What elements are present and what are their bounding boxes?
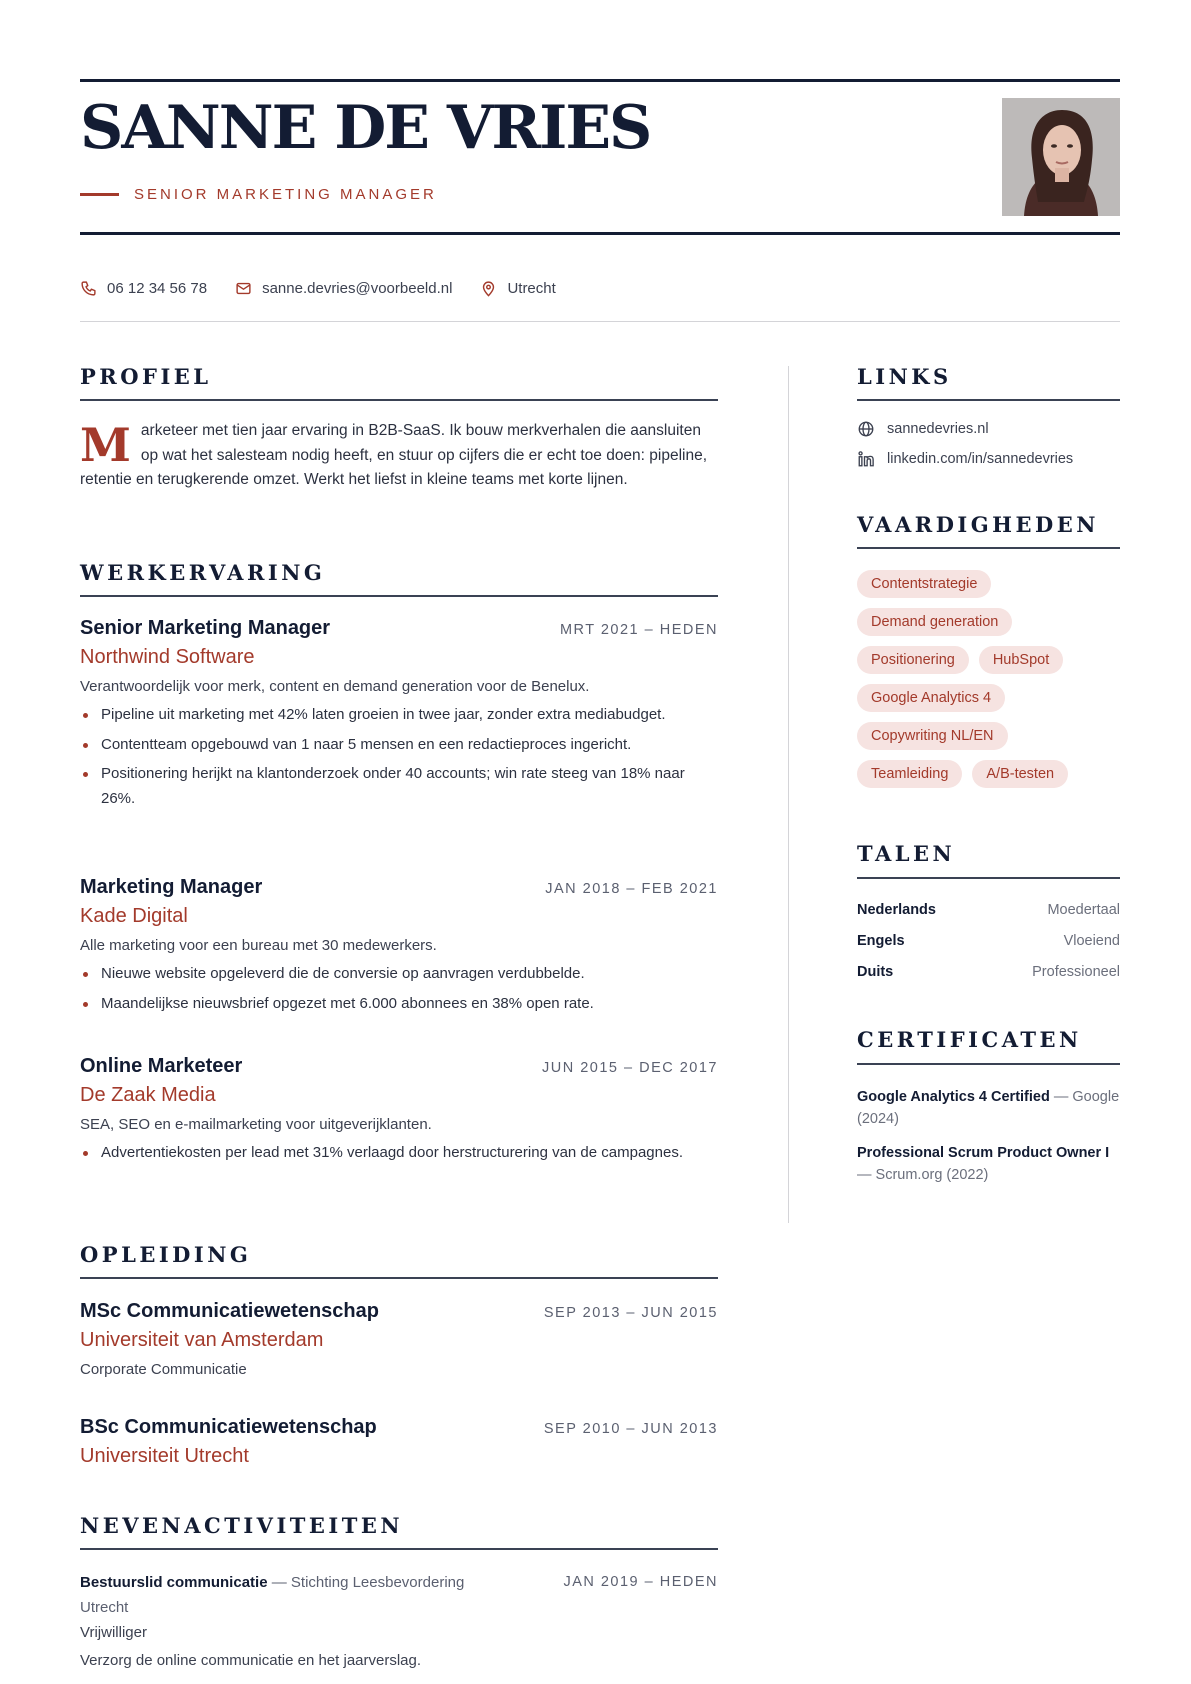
activity-role: Bestuurslid communicatie <box>80 1574 268 1591</box>
header-bottom-rule <box>80 232 1120 235</box>
section-rule-activities <box>80 1548 718 1550</box>
job-date: JAN 2018 – FEB 2021 <box>545 881 718 897</box>
header-top-rule <box>80 79 1120 82</box>
certificates-list <box>857 1086 1120 1196</box>
contact-email[interactable] <box>235 280 452 297</box>
location-text: Utrecht <box>507 280 556 297</box>
job-date: JUN 2015 – DEC 2017 <box>542 1060 718 1076</box>
section-rule-education <box>80 1277 718 1279</box>
column-divider <box>788 366 789 1223</box>
activity-description: Verzorg de online communicatie en het jaarverslag. <box>80 1652 422 1669</box>
map-pin-icon <box>480 280 497 297</box>
certificate-item <box>857 1086 1120 1130</box>
job-title: Senior Marketing Manager <box>80 617 331 639</box>
section-rule-certificates <box>857 1063 1120 1065</box>
skill-chip: Copywriting NL/EN <box>857 722 1008 750</box>
certificate-name: Google Analytics 4 Certified <box>857 1089 1050 1105</box>
education-institution: Universiteit van Amsterdam <box>80 1329 324 1351</box>
email-address: sanne.devries@voorbeeld.nl <box>262 280 453 297</box>
job-bullets <box>80 703 718 811</box>
link-label: sannedevries.nl <box>887 421 989 437</box>
contact-bar <box>80 280 584 297</box>
job-company: Northwind Software <box>80 646 255 668</box>
language-level: Professioneel <box>1032 964 1120 980</box>
certificate-issuer: — Scrum.org (2022) <box>857 1167 989 1183</box>
language-name: Duits <box>857 964 894 980</box>
profile-text: arketeer met tien jaar ervaring in B2B-SaaS. Ik bouw merkverhalen die aansluiten op wat het salesteam nodig heeft, en stuur op cijfers die er echt toe doen: pipeline, retentie en terugkerende omzet. Werkt het liefst in kleine teams met korte lijnen. <box>80 422 708 488</box>
section-rule-profile <box>80 399 718 401</box>
activity-entry <box>80 1570 718 1673</box>
candidate-name: SANNE DE VRIES <box>80 93 651 163</box>
job-description: Alle marketing voor een bureau met 30 medewerkers. <box>80 937 437 954</box>
job-bullet: Nieuwe website opgeleverd die de conversie op aanvragen verdubbelde. <box>80 962 718 987</box>
section-rule-skills <box>857 547 1120 549</box>
profile-dropcap: M <box>80 418 131 472</box>
phone-icon <box>80 280 97 297</box>
job-entry <box>80 876 718 1021</box>
education-date: SEP 2013 – JUN 2015 <box>543 1305 718 1321</box>
mail-icon <box>235 280 252 297</box>
globe-icon <box>857 420 875 438</box>
linkedin-icon <box>857 450 875 468</box>
section-rule-links <box>857 399 1120 401</box>
job-company: Kade Digital <box>80 905 188 927</box>
job-company: De Zaak Media <box>80 1084 216 1106</box>
section-title-certificates: CERTIFICATEN <box>857 1027 1082 1052</box>
job-bullet: Contentteam opgebouwd van 1 naar 5 mensen en een redactieproces ingericht. <box>80 733 718 758</box>
job-entry <box>80 1055 718 1171</box>
job-bullet: Positionering herijkt na klantonderzoek onder 40 accounts; win rate steeg van 18% naar 26%. <box>80 762 718 811</box>
contact-phone[interactable] <box>80 280 207 297</box>
skill-chip: Google Analytics 4 <box>857 684 1005 712</box>
language-row <box>857 964 1120 980</box>
section-title-profile: PROFIEL <box>80 364 212 389</box>
skill-chip: Contentstrategie <box>857 570 991 598</box>
language-row <box>857 902 1120 918</box>
skill-chip: HubSpot <box>979 646 1063 674</box>
education-entry <box>80 1416 718 1468</box>
portrait-image <box>1002 98 1120 216</box>
candidate-title: SENIOR MARKETING MANAGER <box>134 186 437 203</box>
language-level: Moedertaal <box>1047 902 1120 918</box>
job-bullet: Maandelijkse nieuwsbrief opgezet met 6.000 abonnees en 38% open rate. <box>80 992 718 1017</box>
job-title: Online Marketeer <box>80 1055 243 1077</box>
contact-location <box>480 280 555 297</box>
section-title-links: LINKS <box>857 364 952 389</box>
subtitle-accent-dash <box>80 193 119 196</box>
degree-title: MSc Communicatiewetenschap <box>80 1300 379 1322</box>
link-linkedin[interactable] <box>857 450 1120 468</box>
activity-organization: Stichting Leesbevordering <box>290 1574 465 1591</box>
section-title-languages: TALEN <box>857 841 956 866</box>
link-website[interactable] <box>857 420 1120 438</box>
link-label: linkedin.com/in/sannedevries <box>887 451 1074 467</box>
phone-number: 06 12 34 56 78 <box>107 280 208 297</box>
job-title: Marketing Manager <box>80 876 263 898</box>
education-specialization: Corporate Communicatie <box>80 1361 247 1378</box>
profile-photo <box>1002 98 1120 216</box>
certificate-item <box>857 1142 1120 1186</box>
activity-date: JAN 2019 – HEDEN <box>563 1574 718 1590</box>
job-bullets <box>80 962 718 1016</box>
activity-organization-city: Utrecht <box>80 1599 129 1616</box>
activity-separator: — <box>267 1574 291 1591</box>
job-bullet: Advertentiekosten per lead met 31% verlaagd door herstructurering van de campagnes. <box>80 1141 718 1166</box>
activity-type: Vrijwilliger <box>80 1624 147 1641</box>
skill-chip: Teamleiding <box>857 760 962 788</box>
skill-chip: Demand generation <box>857 608 1012 636</box>
job-bullet: Pipeline uit marketing met 42% laten groeien in twee jaar, zonder extra mediabudget. <box>80 703 718 728</box>
section-rule-languages <box>857 877 1120 879</box>
section-title-experience: WERKERVARING <box>80 560 326 585</box>
job-entry <box>80 617 718 816</box>
skill-chip: Positionering <box>857 646 969 674</box>
language-name: Engels <box>857 933 905 949</box>
certificate-issuer: — Google (2024) <box>857 1089 1120 1127</box>
education-institution: Universiteit Utrecht <box>80 1445 249 1467</box>
certificate-name: Professional Scrum Product Owner I <box>857 1145 1110 1161</box>
education-date: SEP 2010 – JUN 2013 <box>543 1421 718 1437</box>
profile-summary <box>80 419 718 493</box>
language-name: Nederlands <box>857 902 936 918</box>
languages-list <box>857 902 1120 995</box>
language-row <box>857 933 1120 949</box>
skills-list <box>857 570 1120 788</box>
section-rule-experience <box>80 595 718 597</box>
degree-title: BSc Communicatiewetenschap <box>80 1416 377 1438</box>
section-title-skills: VAARDIGHEDEN <box>857 512 1099 537</box>
section-title-education: OPLEIDING <box>80 1242 252 1267</box>
job-bullets <box>80 1141 718 1166</box>
job-description: Verantwoordelijk voor merk, content en demand generation voor de Benelux. <box>80 678 590 695</box>
language-level: Vloeiend <box>1063 933 1120 949</box>
links-list <box>857 420 1120 480</box>
contact-divider <box>80 321 1120 322</box>
job-description: SEA, SEO en e-mailmarketing voor uitgeverijklanten. <box>80 1116 432 1133</box>
job-date: MRT 2021 – HEDEN <box>559 622 718 638</box>
section-title-activities: NEVENACTIVITEITEN <box>80 1513 404 1538</box>
skill-chip: A/B-testen <box>972 760 1068 788</box>
education-entry <box>80 1300 718 1378</box>
